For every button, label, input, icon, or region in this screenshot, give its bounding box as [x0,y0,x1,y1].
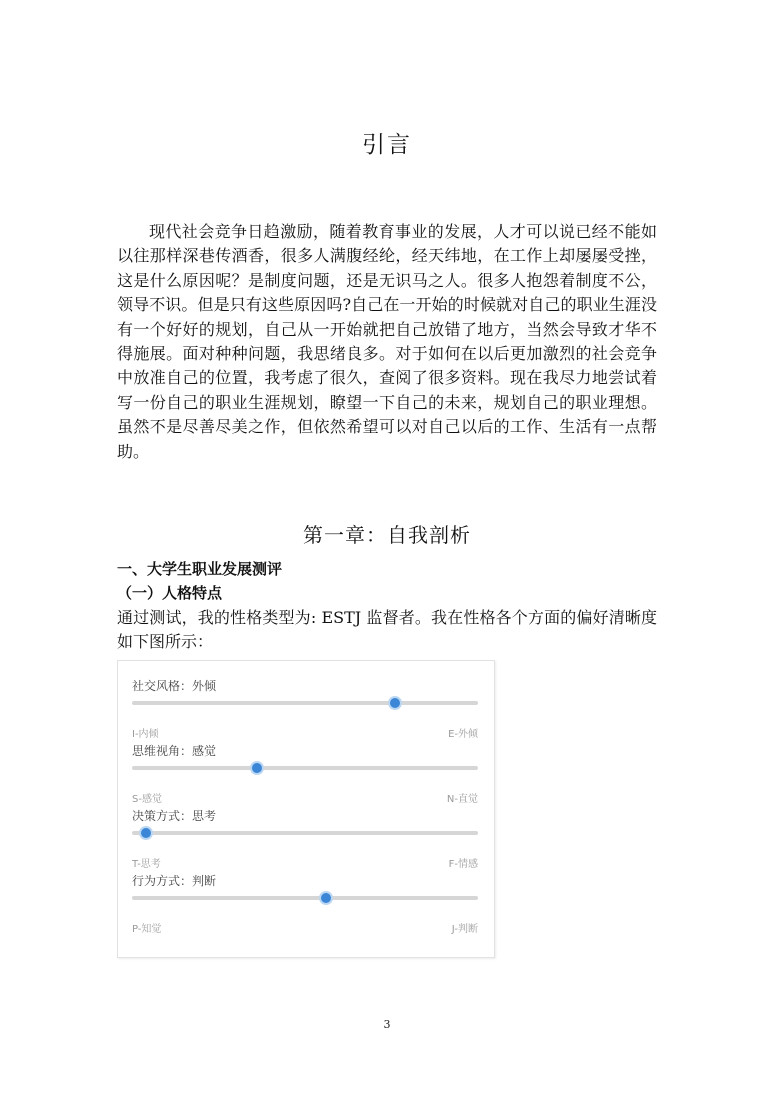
slider-track [132,701,478,705]
dimension-label: 决策方式：思考 [132,809,217,823]
dimension-decision [132,807,478,872]
left-pole-label: I-内倾 [132,729,159,740]
dimension-label: 行为方式：判断 [132,874,217,888]
body-paragraph: 通过测试，我的性格类型为: ESTJ 监督者。我在性格各个方面的偏好清晰度如下图所示： [117,608,657,652]
subsection-heading: （一）人格特点 [117,584,223,602]
slider-knob [388,696,402,710]
slider-knob [319,891,333,905]
dimension-label: 社交风格：外倾 [132,679,217,693]
personality-preference-chart [117,660,495,958]
left-pole-label: P-知觉 [132,924,162,935]
chapter-title: 第一章：自我剖析 [303,523,471,547]
slider-knob [250,761,264,775]
right-pole-label: N-直觉 [446,794,478,805]
slider-track [132,766,478,770]
slider-track [132,831,478,835]
right-pole-label: J-判断 [451,924,478,935]
right-pole-label: F-情感 [448,859,478,870]
right-pole-label: E-外倾 [448,729,478,740]
left-pole-label: T-思考 [132,859,161,870]
slider-track [132,896,478,900]
left-pole-label: S-感觉 [132,794,162,805]
slider-knob [139,826,153,840]
dimension-behavior [132,872,478,937]
page-title: 引言 [362,132,412,158]
dimension-social-style [132,677,478,742]
intro-paragraph: 现代社会竞争日趋激励，随着教育事业的发展，人才可以说已经不能如以往那样深巷传酒香，很多人满腹经纶，经天纬地，在工作上却屡屡受挫，这是什么原因呢？是制度问题，还是无识马之人。很多人抱怨着制度不公，领导不识。但是只有这些原因吗?自己在一开始的时候就对自己的职业生涯没有一个好好的规划，自己从一开始就把自己放错了地方，当然会导致才华不得施展。面对种种问题，我思绪良多。对于如何在以后更加激烈的社会竞争中放准自己的位置，我考虑了很久，查阅了很多资料。现在我尽力地尝试着写一份自己的职业生涯规划，瞭望一下自己的未来，规划自己的职业理想。虽然不是尽善尽美之作，但依然希望可以对自己以后的工作、生活有一点帮助。 [117,222,657,461]
section-heading: 一、大学生职业发展测评 [117,560,283,578]
dimension-label: 思维视角：感觉 [132,744,217,758]
dimension-perception [132,742,478,807]
page-number: 3 [383,1018,391,1031]
